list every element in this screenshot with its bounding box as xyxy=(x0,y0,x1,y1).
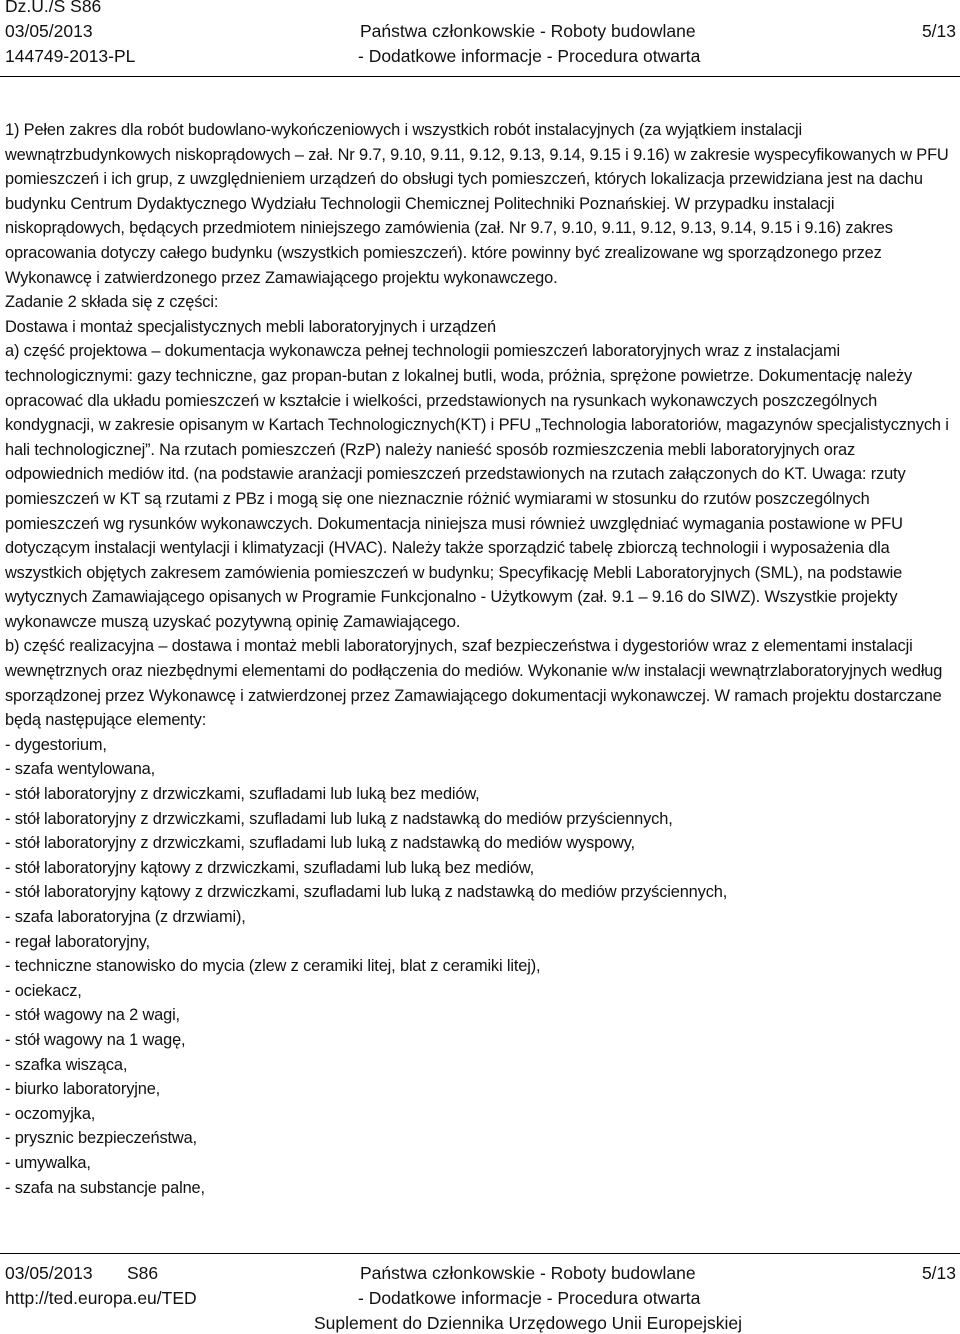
list-item: - prysznic bezpieczeństwa, xyxy=(5,1129,197,1148)
elements-list xyxy=(5,733,957,1200)
zadanie-intro: Zadanie 2 składa się z części: xyxy=(5,293,219,312)
list-item: - szafa wentylowana, xyxy=(5,760,156,779)
footer-divider xyxy=(0,1253,960,1254)
list-item: - stół wagowy na 1 wagę, xyxy=(5,1030,186,1049)
footer-date: 03/05/2013 xyxy=(5,1263,93,1283)
footer-supplement: Suplement do Dziennika Urzędowego Unii Europejskiej xyxy=(314,1313,743,1333)
list-item: - szafka wisząca, xyxy=(5,1055,128,1074)
page-header xyxy=(0,0,960,70)
list-item: - regał laboratoryjny, xyxy=(5,932,150,951)
header-date: 03/05/2013 xyxy=(5,21,93,41)
doc-id: Dz.U./S S86 xyxy=(5,0,102,16)
list-item: - stół laboratoryjny kątowy z drzwiczkami, szufladami lub luką bez mediów, xyxy=(5,858,535,877)
footer-series: S86 xyxy=(127,1263,159,1283)
list-item: - stół laboratoryjny z drzwiczkami, szufladami lub luką bez mediów, xyxy=(5,785,480,804)
header-title-line2: - Dodatkowe informacje - Procedura otwarta xyxy=(358,46,701,66)
footer-title-line2: - Dodatkowe informacje - Procedura otwarta xyxy=(358,1288,701,1308)
list-item: - stół wagowy na 2 wagi, xyxy=(5,1006,180,1025)
list-item: - biurko laboratoryjne, xyxy=(5,1080,161,1099)
list-item: - szafa laboratoryjna (z drzwiami), xyxy=(5,908,246,926)
header-page-number: 5/13 xyxy=(921,21,956,41)
page-footer xyxy=(0,1262,960,1334)
footer-page-number: 5/13 xyxy=(921,1263,956,1283)
footer-url[interactable]: http://ted.europa.eu/TED xyxy=(5,1288,197,1308)
part-b-paragraph: b) część realizacyjna – dostawa i montaż mebli laboratoryjnych, szaf bezpieczeństwa i dygestoriów wraz z elementami instalacji wewnętrznych oraz niezbędnymi elementami do podłączenia do mediów. Wykonanie w/w instalacji wewnątrzlaboratoryjnych według sporządzonej przez Wykonawcę i zatwierdzonej przez Zamawiającego dokumentacji wykonawczej. W ramach projektu dostarczane będą następujące elementy: xyxy=(5,637,943,730)
list-item: - stół laboratoryjny kątowy z drzwiczkami, szufladami lub luką z nadstawką do mediów przyściennych, xyxy=(5,883,728,902)
part-a-paragraph: a) część projektowa – dokumentacja wykonawcza pełnej technologii pomieszczeń laboratoryjnych wraz z instalacjami technologicznymi: gazy techniczne, gaz propan-butan z lokalnej butli, woda, próżnia, sprężone powietrze. Dokumentację należy opracować dla układu pomieszczeń w kształcie i wielkości, przedstawionych na rysunkach wykonawczych poszczególnych kondygnacji, w zakresie opisanym w Kartach Technologicznych(KT) i PFU „Technologia laboratoriów, magazynów specjalistycznych i hali technologicznej”. Na rzutach pomieszczeń (RzP) należy nanieść sposób rozmieszczenia mebli laboratoryjnych oraz odpowiednich mediów itd. (na podstawie aranżacji pomieszczeń przedstawionych na rzutach załączonych do KT. Uwaga: rzuty pomieszczeń w KT są rzutami z PBz i mogą się one nieznacznie różnić wymiarami w stosunku do rzutów poszczególnych pomieszczeń wg rysunków wykonawczych. Dokumentacja niniejsza musi również uwzględniać wymagania postawione w PFU dotyczącym instalacji wentylacji i klimatyzacji (HVAC). Należy także sporządzić tabelę zbiorczą technologii i wyposażenia dla wszystkich objętych zakresem zamówienia pomieszczeń w budynku; Specyfikację Mebli Laboratoryjnych (SML), na podstawie wytycznych Zamawiającego opisanych w Programie Funkcjonalno - Użytkowym (zał. 9.1 – 9.16 do SIWZ). Wszystkie projekty wykonawcze muszą uzyskać pozytywną opinię Zamawiającego. xyxy=(5,342,949,631)
header-divider xyxy=(0,76,960,77)
footer-title-line1: Państwa członkowskie - Roboty budowlane xyxy=(360,1263,696,1283)
zadanie-title: Dostawa i montaż specjalistycznych mebli laboratoryjnych i urządzeń xyxy=(5,317,496,336)
header-number: 144749-2013-PL xyxy=(5,46,136,66)
list-item: - umywalka, xyxy=(5,1153,91,1172)
list-item: - dygestorium, xyxy=(5,735,107,754)
list-item: - oczomyjka, xyxy=(5,1104,96,1123)
list-item: - ociekacz, xyxy=(5,981,82,1000)
list-item: - szafa na substancje palne, xyxy=(5,1178,205,1197)
list-item: - techniczne stanowisko do mycia (zlew z ceramiki litej, blat z ceramiki litej), xyxy=(5,957,541,976)
list-item: - stół laboratoryjny z drzwiczkami, szufladami lub luką z nadstawką do mediów wyspowy, xyxy=(5,834,635,853)
list-item: - stół laboratoryjny z drzwiczkami, szufladami lub luką z nadstawką do mediów przyściennych, xyxy=(5,809,673,828)
header-title-line1: Państwa członkowskie - Roboty budowlane xyxy=(360,21,696,41)
document-body xyxy=(5,118,957,1200)
scope-paragraph: 1) Pełen zakres dla robót budowlano-wykończeniowych i wszystkich robót instalacyjnych (za wyjątkiem instalacji wewnątrzbudynkowych niskoprądowych – zał. Nr 9.7, 9.10, 9.11, 9.12, 9.13, 9.14, 9.15 i 9.16) w zakresie wyspecyfikowanych w PFU pomieszczeń i ich grup, z uwzględnieniem urządzeń do obsługi tych pomieszczeń, których lokalizacja przewidziana jest na dachu budynku Centrum Dydaktycznego Wydziału Technologii Chemicznej Politechniki Poznańskiej. W przypadku instalacji niskoprądowych, będących przedmiotem niniejszego zamówienia (zał. Nr 9.7, 9.10, 9.11, 9.12, 9.13, 9.14, 9.15 i 9.16) zakres opracowania dotyczy całego budynku (wszystkich pomieszczeń). które powinny być zrealizowane wg sporządzonego przez Wykonawcę i zatwierdzonego przez Zamawiającego projektu wykonawczego. xyxy=(5,121,949,287)
